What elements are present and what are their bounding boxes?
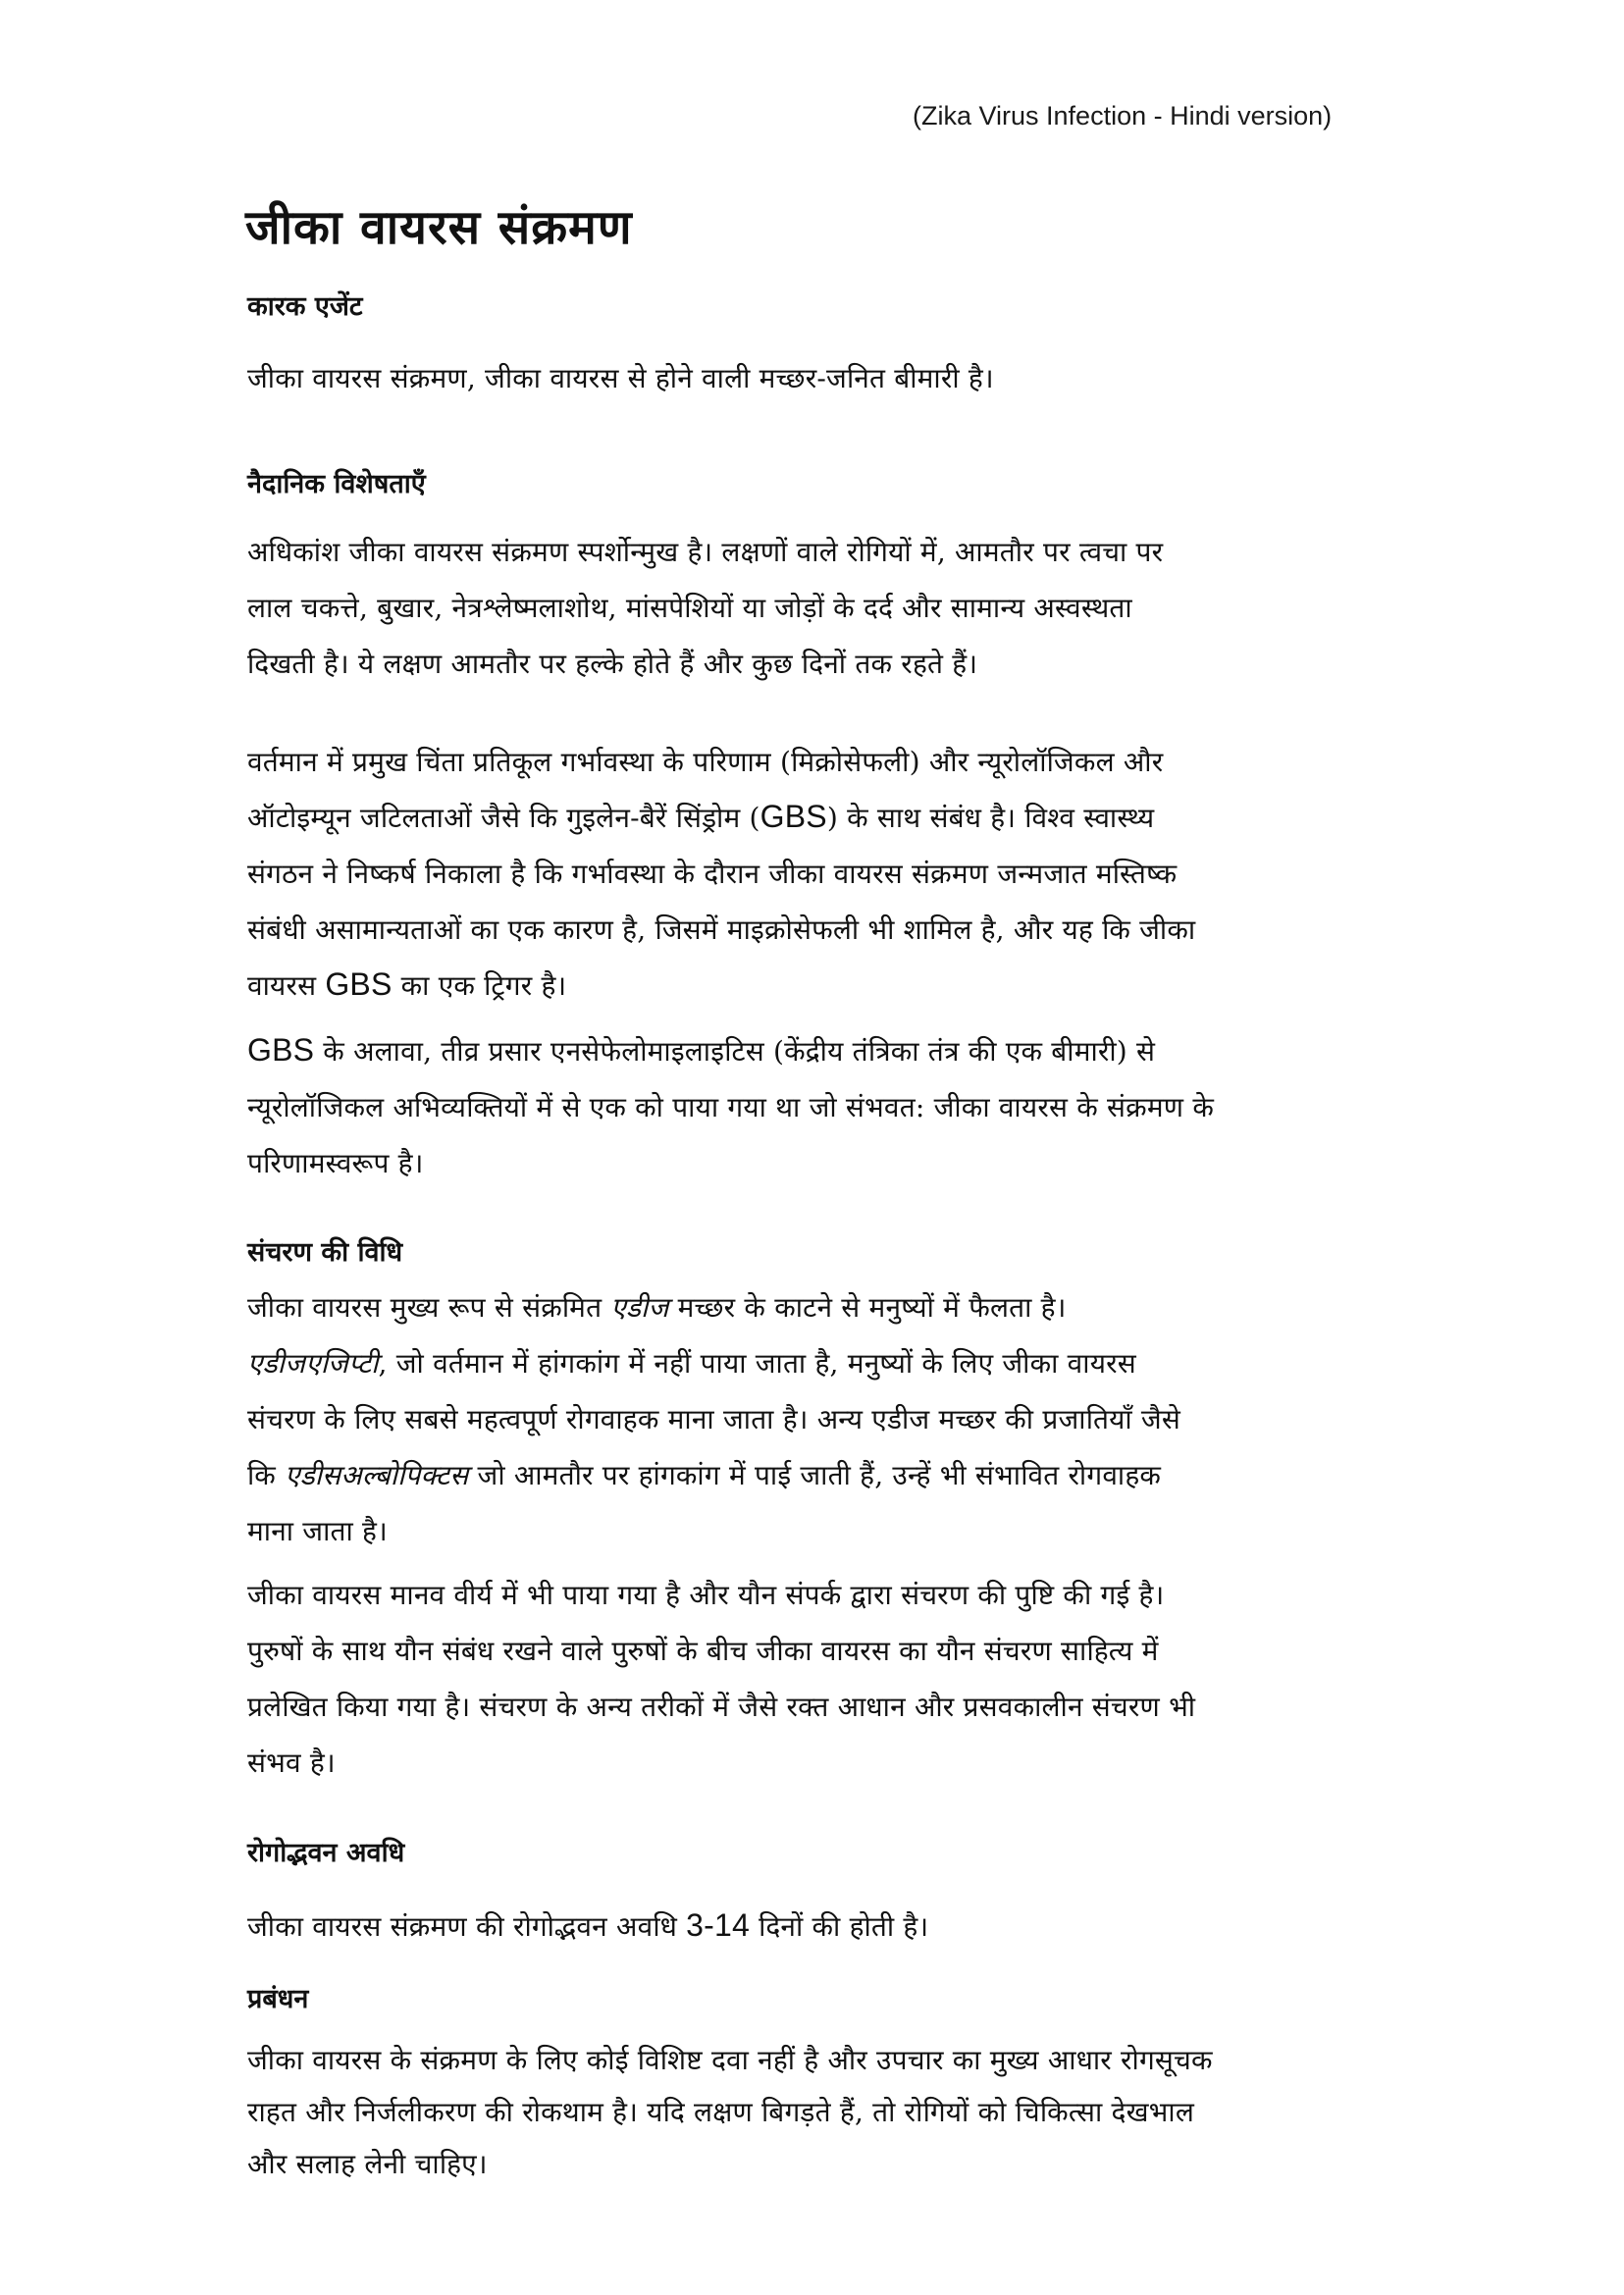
text-span: कि — [247, 1459, 286, 1491]
text-line: और सलाह लेनी चाहिए। — [247, 2148, 488, 2180]
text-span: ) के साथ संबंध है। विश्व स्वास्थ्य — [826, 802, 1155, 834]
text-line — [247, 1456, 1161, 1493]
text-line: माना जाता है। — [247, 1515, 388, 1547]
heading-incubation-period: रोगोद्भवन अवधि — [247, 1838, 405, 1868]
heading-clinical-features: नैदानिक विशेषताएँ — [247, 469, 426, 499]
text-span: दिनों की होती है। — [750, 1910, 929, 1943]
text-span: जो आमतौर पर हांगकांग में पाई जाती हैं, उन्हें भी संभावित रोगवाहक — [468, 1459, 1162, 1491]
text-span: मच्छर के काटने से मनुष्यों में फैलता है। — [668, 1291, 1067, 1324]
incubation-days: 3-14 — [686, 1907, 751, 1943]
text-span: जीका वायरस मुख्य रूप से संक्रमित — [247, 1291, 611, 1324]
text-line: जीका वायरस के संक्रमण के लिए कोई विशिष्ट दवा नहीं है और उपचार का मुख्य आधार रोगसूचक — [247, 2044, 1213, 2076]
text-span: , जो वर्तमान में हांगकांग में नहीं पाया जाता है, मनुष्यों के लिए जीका वायरस — [378, 1347, 1136, 1380]
text-line: वर्तमान में प्रमुख चिंता प्रतिकूल गर्भावस्था के परिणाम (मिक्रोसेफली) और न्यूरोलॉजिकल और — [247, 746, 1164, 778]
text-span: जीका वायरस संक्रमण की रोगोद्भवन अवधि — [247, 1910, 687, 1943]
text-line: परिणामस्वरूप है। — [247, 1147, 424, 1179]
text-line — [247, 1288, 1067, 1326]
text-line: जीका वायरस मानव वीर्य में भी पाया गया है और यौन संपर्क द्वारा संचरण की पुष्टि की गई है। — [247, 1579, 1165, 1611]
heading-causative-agent: कारक एजेंट — [247, 291, 363, 322]
text-line: संचरण के लिए सबसे महत्वपूर्ण रोगवाहक माना जाता है। अन्य एडीज मच्छर की प्रजातियाँ जैसे — [247, 1403, 1181, 1435]
text-span: ऑटोइम्यून जटिलताओं जैसे कि गुइलेन-बैरें सिंड्रोम ( — [247, 802, 760, 834]
text-line — [247, 1907, 928, 1945]
text-line: राहत और निर्जलीकरण की रोकथाम है। यदि लक्षण बिगड़ते हैं, तो रोगियों को चिकित्सा देखभाल — [247, 2096, 1194, 2128]
abbr-gbs: GBS — [247, 1032, 315, 1068]
text-line: न्यूरोलॉजिकल अभिव्यक्तियों में से एक को पाया गया था जो संभवत: जीका वायरस के संक्रमण के — [247, 1091, 1215, 1123]
species-name-aedes: एडीज — [610, 1291, 669, 1324]
heading-mode-of-transmission: संचरण की विधि — [247, 1237, 403, 1268]
text-line — [247, 1032, 1155, 1069]
text-line: दिखती है। ये लक्षण आमतौर पर हल्के होते हैं और कुछ दिनों तक रहते हैं। — [247, 648, 978, 680]
text-line: पुरुषों के साथ यौन संबंध रखने वाले पुरुषों के बीच जीका वायरस का यौन संचरण साहित्य में — [247, 1635, 1159, 1667]
text-span: का एक ट्रिगर है। — [392, 969, 567, 1002]
text-line: लाल चकत्ते, बुखार, नेत्रश्लेष्मलाशोथ, मांसपेशियों या जोड़ों के दर्द और सामान्य अस्वस्थता — [247, 592, 1132, 624]
text-line: संगठन ने निष्कर्ष निकाला है कि गर्भावस्था के दौरान जीका वायरस संक्रमण जन्मजात मस्तिष्क — [247, 858, 1178, 890]
text-line — [247, 799, 1154, 836]
text-line — [247, 966, 566, 1004]
species-name-aedes-aegypti: एडीजएजिप्टी — [247, 1347, 379, 1380]
text-line: जीका वायरस संक्रमण, जीका वायरस से होने वाली मच्छर-जनित बीमारी है। — [247, 362, 994, 394]
abbr-gbs: GBS — [325, 966, 393, 1002]
header-note: (Zika Virus Infection - Hindi version) — [913, 101, 1333, 130]
text-line — [247, 1344, 1136, 1382]
heading-management: प्रबंधन — [247, 1984, 309, 2014]
species-name-aedes-albopictus: एडीसअल्बोपिक्टस — [285, 1459, 469, 1491]
page-title: जीका वायरस संक्रमण — [245, 200, 633, 255]
text-line: संभव है। — [247, 1747, 336, 1779]
text-line: अधिकांश जीका वायरस संक्रमण स्पर्शोन्मुख है। लक्षणों वाले रोगियों में, आमतौर पर त्वचा पर — [247, 536, 1164, 568]
abbr-gbs: GBS — [760, 799, 827, 834]
text-line: संबंधी असामान्यताओं का एक कारण है, जिसमें माइक्रोसेफली भी शामिल है, और यह कि जीका — [247, 913, 1196, 946]
text-span: वायरस — [247, 969, 326, 1002]
text-line: प्रलेखित किया गया है। संचरण के अन्य तरीकों में जैसे रक्त आधान और प्रसवकालीन संचरण भी — [247, 1691, 1196, 1723]
text-span: के अलावा, तीव्र प्रसार एनसेफेलोमाइलाइटिस (केंद्रीय तंत्रिका तंत्र की एक बीमारी) से — [314, 1035, 1156, 1068]
